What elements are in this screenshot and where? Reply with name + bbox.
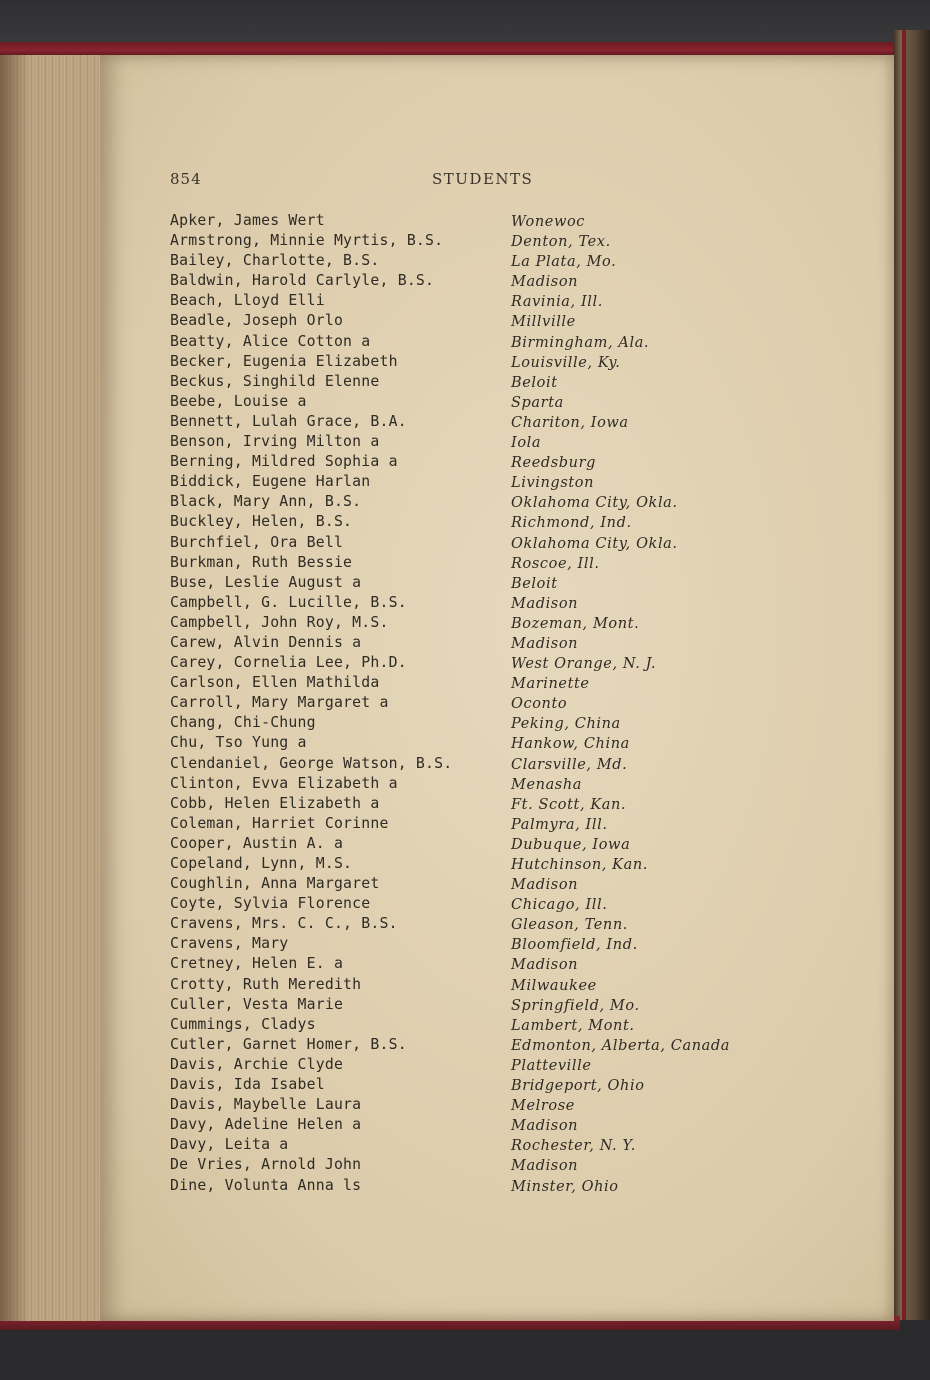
student-name: Cretney, Helen E. a <box>170 955 344 973</box>
student-name: Clendaniel, George Watson, B.S. <box>170 754 453 772</box>
student-hometown: Roscoe, Ill. <box>511 555 600 572</box>
book-cover-top-edge <box>0 42 930 56</box>
list-item <box>0 513 930 533</box>
list-item <box>0 955 930 975</box>
student-name: Coughlin, Anna Margaret <box>170 875 380 893</box>
list-item <box>0 413 930 433</box>
list-item <box>0 554 930 574</box>
list-item <box>0 312 930 332</box>
list-item <box>0 976 930 996</box>
list-item <box>0 915 930 935</box>
list-item <box>0 1056 930 1076</box>
list-item <box>0 232 930 252</box>
student-hometown: Clarsville, Md. <box>511 756 628 773</box>
student-name: Carey, Cornelia Lee, Ph.D. <box>170 654 407 672</box>
student-hometown: Peking, China <box>511 716 621 733</box>
list-item <box>0 674 930 694</box>
student-hometown: Richmond, Ind. <box>511 515 632 532</box>
student-hometown: Ravinia, Ill. <box>511 294 603 311</box>
list-item <box>0 473 930 493</box>
student-hometown: Palmyra, Ill. <box>511 816 608 833</box>
student-name: Cooper, Austin A. a <box>170 834 344 852</box>
list-item <box>0 1136 930 1156</box>
list-item <box>0 252 930 272</box>
student-hometown: Madison <box>511 635 579 652</box>
student-name: Benson, Irving Milton a <box>170 433 380 451</box>
student-hometown: Denton, Tex. <box>511 234 611 251</box>
student-name: Beach, Lloyd Elli <box>170 292 325 310</box>
student-hometown: Gleason, Tenn. <box>511 917 628 934</box>
student-name: Davis, Archie Clyde <box>170 1055 344 1073</box>
student-name: Cummings, Cladys <box>170 1015 316 1033</box>
student-name: Buse, Leslie August a <box>170 573 362 591</box>
student-name: Carlson, Ellen Mathilda <box>170 674 380 692</box>
running-head <box>0 170 930 192</box>
student-hometown: Birmingham, Ala. <box>511 334 650 351</box>
student-hometown: Bloomfield, Ind. <box>511 937 638 954</box>
student-hometown: Livingston <box>511 475 595 492</box>
student-hometown: Edmonton, Alberta, Canada <box>511 1037 731 1054</box>
student-name: Davis, Maybelle Laura <box>170 1096 362 1114</box>
student-name: Black, Mary Ann, B.S. <box>170 493 362 511</box>
list-item <box>0 855 930 875</box>
student-hometown: Madison <box>511 1158 579 1175</box>
student-hometown: Madison <box>511 957 579 974</box>
student-name: Beckus, Singhild Elenne <box>170 372 380 390</box>
student-name: Cobb, Helen Elizabeth a <box>170 794 380 812</box>
student-hometown: Reedsburg <box>511 455 597 472</box>
student-name: Carew, Alvin Dennis a <box>170 633 362 651</box>
student-name: Coyte, Sylvia Florence <box>170 895 371 913</box>
student-name: Becker, Eugenia Elizabeth <box>170 352 398 370</box>
student-hometown: Bridgeport, Ohio <box>511 1078 645 1095</box>
student-name: De Vries, Arnold John <box>170 1156 362 1174</box>
student-name: Cravens, Mrs. C. C., B.S. <box>170 915 398 933</box>
student-name: Berning, Mildred Sophia a <box>170 453 398 471</box>
student-hometown: Lambert, Mont. <box>511 1017 635 1034</box>
list-item <box>0 1036 930 1056</box>
student-hometown: Madison <box>511 1118 579 1135</box>
list-item <box>0 996 930 1016</box>
student-hometown: Madison <box>511 274 579 291</box>
student-hometown: Bozeman, Mont. <box>511 615 640 632</box>
student-hometown: Hutchinson, Kan. <box>511 857 648 873</box>
student-hometown: Menasha <box>511 776 583 793</box>
list-item <box>0 875 930 895</box>
list-item <box>0 895 930 915</box>
student-name: Apker, James Wert <box>170 212 325 229</box>
list-item <box>0 272 930 292</box>
list-item <box>0 634 930 654</box>
student-name: Bennett, Lulah Grace, B.A. <box>170 412 407 430</box>
student-name: Beebe, Louise a <box>170 392 307 410</box>
student-name: Armstrong, Minnie Myrtis, B.S. <box>170 232 444 250</box>
student-hometown: Oconto <box>511 696 568 713</box>
list-item <box>0 1096 930 1116</box>
student-hometown: Sparta <box>511 394 564 411</box>
student-name: Cutler, Garnet Homer, B.S. <box>170 1035 407 1053</box>
list-item <box>0 212 930 232</box>
student-hometown: Springfield, Mo. <box>511 997 640 1014</box>
student-name: Baldwin, Harold Carlyle, B.S. <box>170 272 435 290</box>
student-name: Carroll, Mary Margaret a <box>170 694 389 712</box>
student-name: Biddick, Eugene Harlan <box>170 473 371 491</box>
student-hometown: Chicago, Ill. <box>511 897 608 914</box>
list-item <box>0 433 930 453</box>
list-item <box>0 373 930 393</box>
list-item <box>0 333 930 353</box>
student-name: Clinton, Evva Elizabeth a <box>170 774 398 792</box>
list-item <box>0 795 930 815</box>
page-number: 854 <box>170 170 202 188</box>
student-hometown: Ft. Scott, Kan. <box>511 796 627 813</box>
list-item <box>0 714 930 734</box>
student-name: Dine, Volunta Anna ls <box>170 1176 362 1194</box>
student-name: Cravens, Mary <box>170 935 289 953</box>
list-item <box>0 694 930 714</box>
student-name: Culler, Vesta Marie <box>170 995 344 1013</box>
list-item <box>0 775 930 795</box>
list-item <box>0 574 930 594</box>
student-hometown: Minster, Ohio <box>511 1178 619 1195</box>
list-item <box>0 453 930 473</box>
list-item <box>0 815 930 835</box>
student-name: Chang, Chi-Chung <box>170 714 316 732</box>
student-hometown: La Plata, Mo. <box>511 254 617 271</box>
student-name: Beatty, Alice Cotton a <box>170 332 371 350</box>
student-name: Buckley, Helen, B.S. <box>170 513 353 531</box>
student-hometown: Platteville <box>511 1057 592 1074</box>
student-name: Copeland, Lynn, M.S. <box>170 855 353 872</box>
list-item <box>0 353 930 373</box>
page-title: STUDENTS <box>432 170 534 188</box>
list-item <box>0 1177 930 1197</box>
list-item <box>0 1076 930 1096</box>
list-item <box>0 734 930 754</box>
student-hometown: Louisville, Ky. <box>511 354 621 371</box>
student-hometown: Millville <box>511 314 576 331</box>
list-item <box>0 1016 930 1036</box>
student-hometown: Wonewoc <box>511 214 586 230</box>
student-hometown: Iola <box>511 435 542 452</box>
student-hometown: Beloit <box>511 575 558 592</box>
student-hometown: Milwaukee <box>511 977 597 994</box>
list-item <box>0 835 930 855</box>
student-hometown: West Orange, N. J. <box>511 656 657 673</box>
student-hometown: Madison <box>511 595 579 612</box>
list-item <box>0 393 930 413</box>
list-item <box>0 292 930 312</box>
student-name: Coleman, Harriet Corinne <box>170 814 389 832</box>
list-item <box>0 935 930 955</box>
student-name: Chu, Tso Yung a <box>170 734 307 752</box>
list-item <box>0 594 930 614</box>
student-hometown: Beloit <box>511 374 558 391</box>
student-hometown: Melrose <box>511 1098 575 1115</box>
list-item <box>0 654 930 674</box>
student-name: Burkman, Ruth Bessie <box>170 553 353 571</box>
student-hometown: Chariton, Iowa <box>511 414 629 431</box>
student-name: Burchfiel, Ora Bell <box>170 533 344 551</box>
student-list <box>0 212 930 1197</box>
list-item <box>0 1156 930 1176</box>
student-name: Campbell, G. Lucille, B.S. <box>170 593 407 611</box>
list-item <box>0 614 930 634</box>
student-name: Crotty, Ruth Meredith <box>170 975 362 993</box>
student-name: Beadle, Joseph Orlo <box>170 312 344 330</box>
student-name: Campbell, John Roy, M.S. <box>170 613 389 631</box>
list-item <box>0 534 930 554</box>
student-hometown: Oklahoma City, Okla. <box>511 495 678 512</box>
student-hometown: Hankow, China <box>511 736 630 753</box>
student-hometown: Rochester, N. Y. <box>511 1138 636 1155</box>
student-hometown: Marinette <box>511 676 590 693</box>
student-hometown: Oklahoma City, Okla. <box>511 535 678 552</box>
student-hometown: Madison <box>511 877 579 894</box>
student-name: Davy, Adeline Helen a <box>170 1116 362 1134</box>
student-name: Davy, Leita a <box>170 1136 289 1154</box>
list-item <box>0 1116 930 1136</box>
student-hometown: Dubuque, Iowa <box>511 836 631 853</box>
list-item <box>0 755 930 775</box>
student-name: Bailey, Charlotte, B.S. <box>170 252 380 270</box>
student-name: Davis, Ida Isabel <box>170 1076 325 1094</box>
list-item <box>0 493 930 513</box>
